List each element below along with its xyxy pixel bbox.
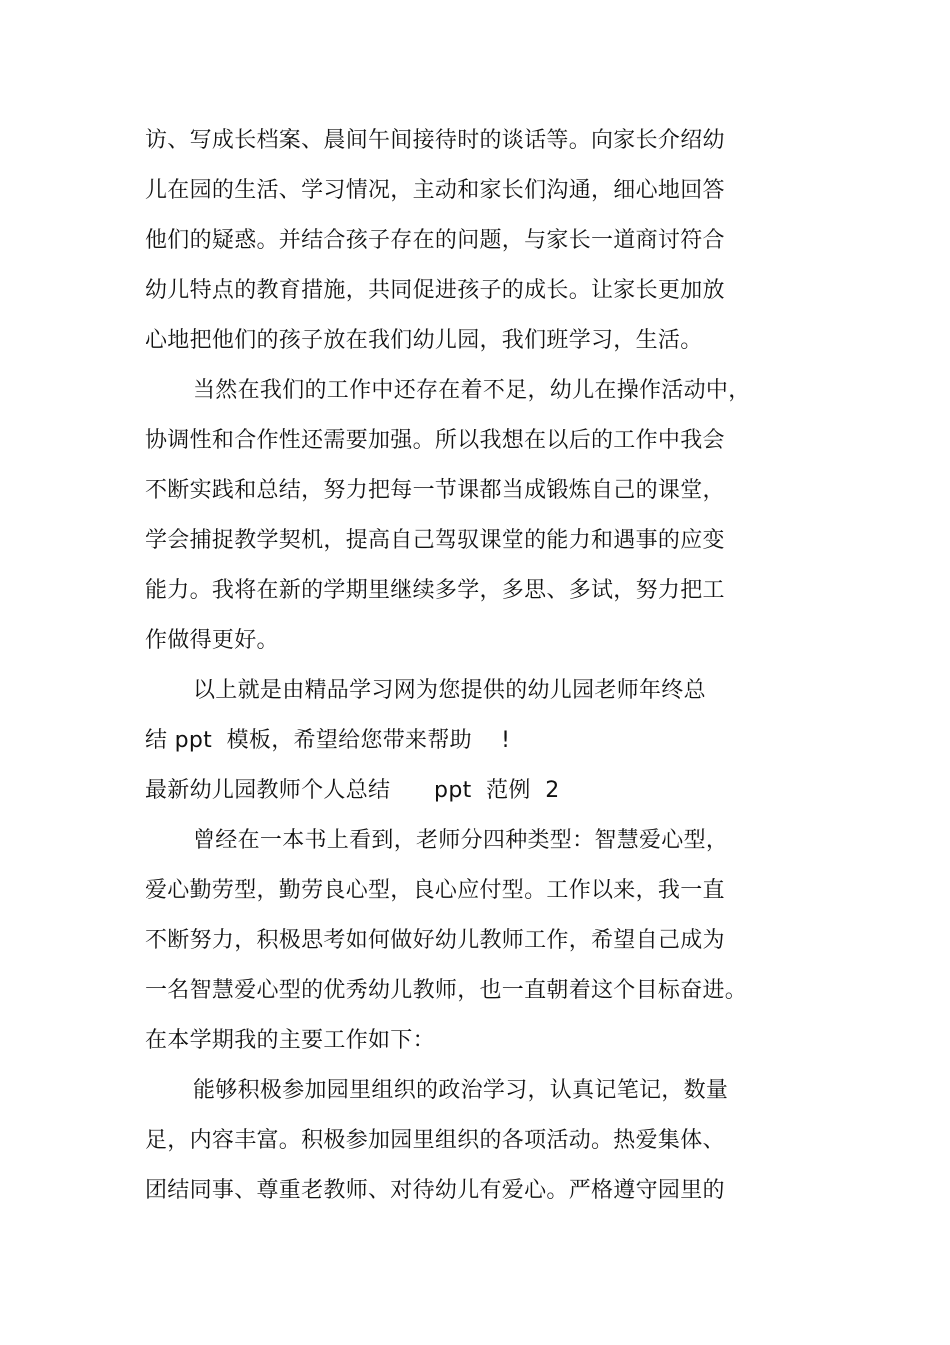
text-line: 能力。我将在新的学期里继续多学，多思、多试，努力把工 xyxy=(145,578,725,603)
text-line: 团结同事、尊重老教师、对待幼儿有爱心。严格遵守园里的 xyxy=(145,1178,725,1203)
text-line: 结 ppt 模板，希望给您带来帮助 ! xyxy=(145,728,511,753)
paragraph-start-line: 能够积极参加园里组织的政治学习，认真记笔记，数量 xyxy=(193,1078,729,1103)
paragraph-start-line: 以上就是由精品学习网为您提供的幼儿园老师年终总 xyxy=(193,678,706,703)
text-line: 他们的疑惑。并结合孩子存在的问题，与家长一道商讨符合 xyxy=(145,228,725,253)
text-line: 儿在园的生活、学习情况，主动和家长们沟通，细心地回答 xyxy=(145,178,725,203)
paragraph-start-line: 曾经在一本书上看到，老师分四种类型：智慧爱心型， xyxy=(193,828,729,853)
text-line: 足，内容丰富。积极参加园里组织的各项活动。热爱集体、 xyxy=(145,1128,725,1153)
text-line: 不断实践和总结，努力把每一节课都当成锻炼自己的课堂， xyxy=(145,478,725,503)
text-line: 作做得更好。 xyxy=(145,628,279,653)
text-line: 在本学期我的主要工作如下： xyxy=(145,1028,435,1053)
section-heading: 最新幼儿园教师个人总结 ppt 范例 2 xyxy=(145,778,560,803)
text-line: 幼儿特点的教育措施，共同促进孩子的成长。让家长更加放 xyxy=(145,278,725,303)
text-line: 协调性和合作性还需要加强。所以我想在以后的工作中我会 xyxy=(145,428,725,453)
paragraph-start-line: 当然在我们的工作中还存在着不足，幼儿在操作活动中， xyxy=(193,378,751,403)
text-line: 心地把他们的孩子放在我们幼儿园，我们班学习，生活。 xyxy=(145,328,703,353)
text-line: 爱心勤劳型，勤劳良心型，良心应付型。工作以来，我一直 xyxy=(145,878,725,903)
text-line: 一名智慧爱心型的优秀幼儿教师，也一直朝着这个目标奋进。 xyxy=(145,978,748,1003)
text-line: 学会捕捉教学契机，提高自己驾驭课堂的能力和遇事的应变 xyxy=(145,528,725,553)
text-line: 访、写成长档案、晨间午间接待时的谈话等。向家长介绍幼 xyxy=(145,128,725,153)
text-line: 不断努力，积极思考如何做好幼儿教师工作，希望自己成为 xyxy=(145,928,725,953)
